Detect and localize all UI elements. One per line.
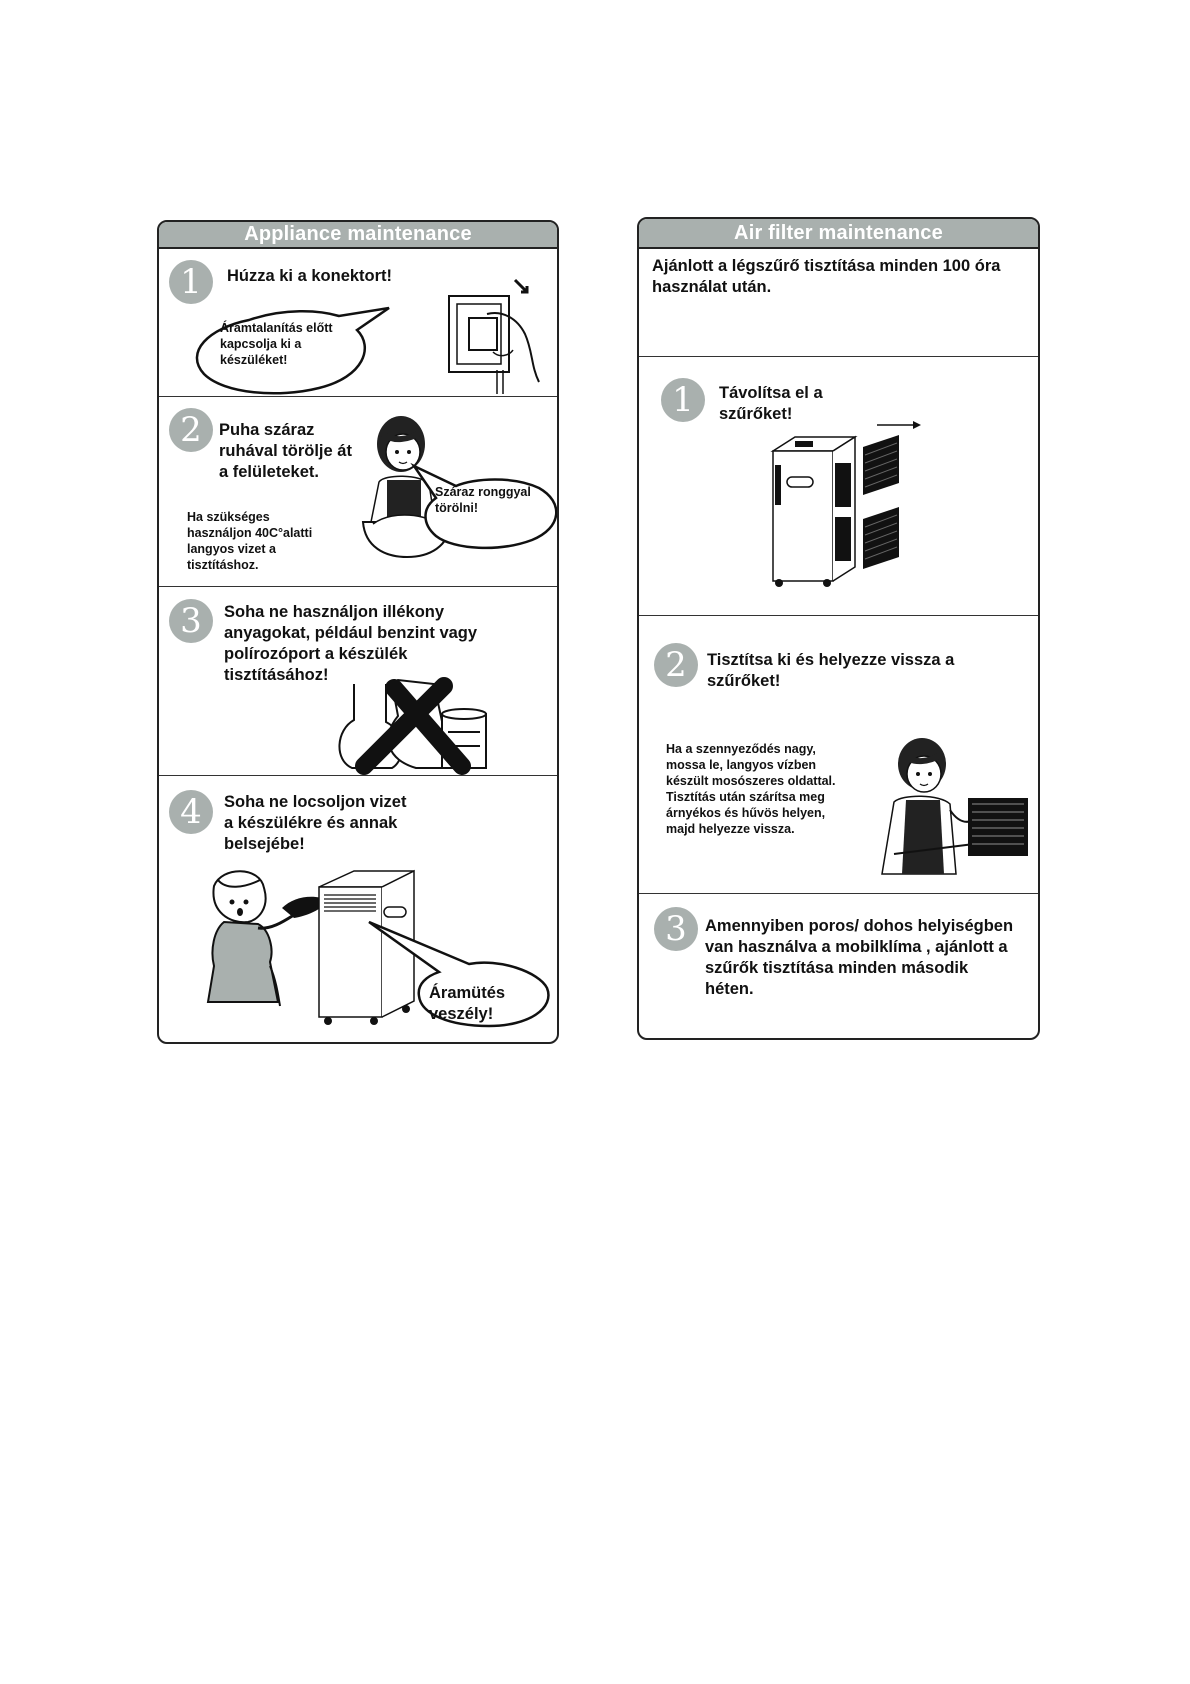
air-filter-maintenance-title: Air filter maintenance [639,219,1038,249]
filter-step-2-heading: Tisztítsa ki és helyezze vissza a szűrőket! [707,651,955,690]
step-4-number: 4 [169,790,213,834]
filter-intro: Ajánlott a légszűrő tisztítása minden 100 óra használat után. [652,257,1001,296]
section-divider [639,893,1038,894]
air-filter-maintenance-panel [637,217,1040,1040]
appliance-maintenance-panel [157,220,559,1044]
woman-holding-filter-icon [874,734,1034,884]
section-divider [159,396,557,397]
step-1-heading: Húzza ki a konektort! [227,267,393,285]
step-4-heading: Soha ne locsoljon vizet a készülékre és annak belsejébe! [224,793,407,853]
filter-step-1-heading: Távolítsa el a szűrőket! [719,384,823,423]
filter-step-2-number: 2 [654,643,698,687]
filter-step-3-number: 3 [654,907,698,951]
filter-step-2-note: Ha a szennyeződés nagy, mossa le, langyos vízben készült mosószeres oldattal. Tisztítás után szárítsa meg árnyékos és hűvös helyen, majd helyezze vissza. [666,742,836,836]
step-2-bubble-text: Száraz ronggyal törölni! [435,485,531,515]
step-1-bubble-text: Áramtalanítás előtt kapcsolja ki a készüléket! [220,321,333,367]
filter-step-3-heading: Amennyiben poros/ dohos helyiségben van használva a mobilklíma , ajánlott a szűrők tisztítása minden második héten. [705,917,1014,998]
step-1-number: 1 [169,260,213,304]
section-divider [639,356,1038,357]
appliance-maintenance-title: Appliance maintenance [159,222,557,249]
no-chemicals-icon [334,680,494,772]
step-3-heading: Soha ne használjon illékony anyagokat, például benzint vagy polírozóport a készülék tisztításához! [224,603,478,684]
step-3-number: 3 [169,599,213,643]
unplug-socket-icon [447,274,557,394]
section-divider [159,586,557,587]
section-divider [159,775,557,776]
section-divider [639,615,1038,616]
filter-step-1-number: 1 [661,378,705,422]
step-4-bubble-text: Áramütés veszély! [429,984,506,1023]
remove-filter-icon [769,433,929,589]
step-2-number: 2 [169,408,213,452]
step-2-note: Ha szükséges használjon 40C°alatti langyos vizet a tisztításhoz. [187,510,313,572]
step-2-heading: Puha száraz ruhával törölje át a felületeket. [219,421,352,481]
